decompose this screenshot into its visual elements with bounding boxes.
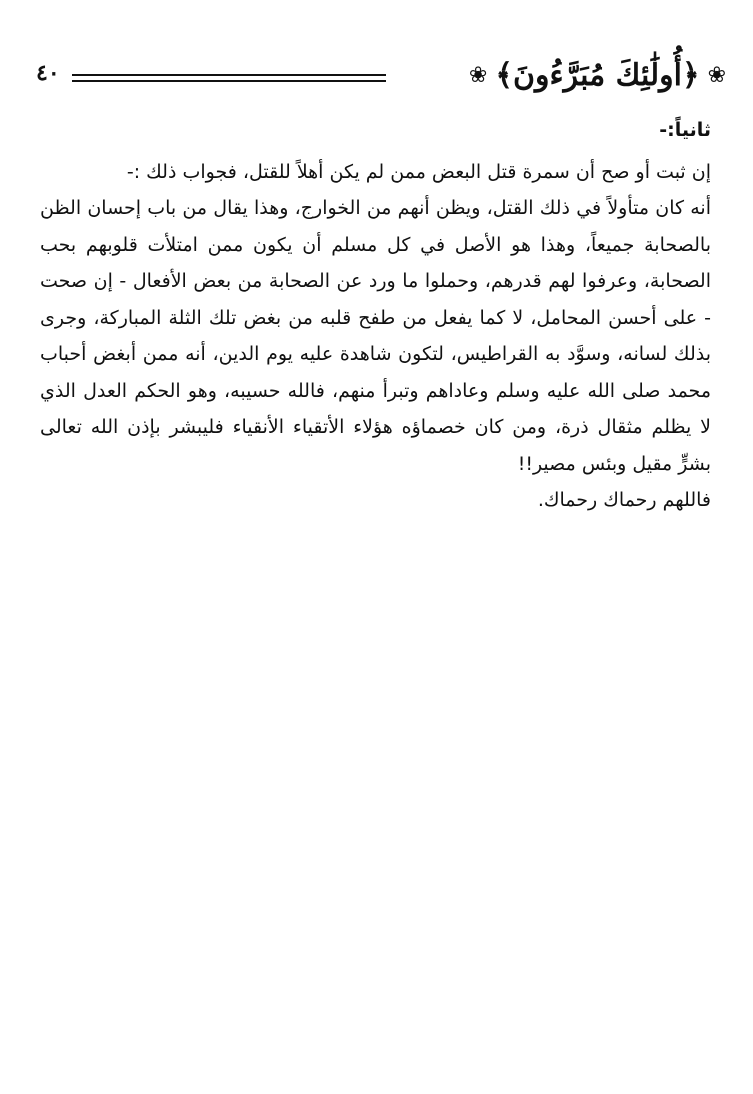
- header-title: ﴿أُولَٰئِكَ مُبَرَّءُونَ﴾: [495, 58, 700, 93]
- paragraph-2: أنه كان متأولاً في ذلك القتل، ويظن أنهم من الخوارج، وهذا يقال من باب إحسان الظن بالصحابة جميعاً، وهذا هو الأصل في كل مسلم أن يكون ممن امتلأت قلوبهم بحب الصحابة، وعرفوا لهم قدرهم، وحملوا ما ورد عن الصحابة من بعض الأفعال - إن صحت - على أحسن المحامل، لا كما يفعل من طفح قلبه من بغض تلك الثلة المباركة، وجرى بذلك لسانه، وسوَّد به القراطيس، لتكون شاهدة عليه يوم الدين، أنه ممن أبغض أحباب محمد صلى الله عليه وسلم وعاداهم وتبرأ منهم، فالله حسيبه، وهو الحكم العدل الذي لا يظلم مثقال ذرة، ومن كان خصماؤه هؤلاء الأتقياء الأنقياء فليبشر بإذن الله تعالى بشرٍّ مقيل وبئس مصير!!: [40, 197, 711, 475]
- page-number: ٤٠: [36, 60, 60, 86]
- paragraph-3: فاللهم رحماك رحماك.: [537, 489, 711, 511]
- page-header: [36, 52, 726, 100]
- header-rule-line-top: [72, 74, 386, 76]
- header-rule-line-bottom: [72, 80, 386, 82]
- ornament-right-icon: ❀: [707, 63, 726, 88]
- page-body: [40, 112, 711, 519]
- paragraph-1: إن ثبت أو صح أن سمرة قتل البعض ممن لم يكن أهلاً للقتل، فجواب ذلك :-: [126, 160, 711, 183]
- section-heading: ثانياً:-: [659, 119, 711, 141]
- header-rule: [72, 74, 386, 82]
- ornament-left-icon: ❀: [468, 63, 488, 88]
- running-title: [469, 52, 726, 100]
